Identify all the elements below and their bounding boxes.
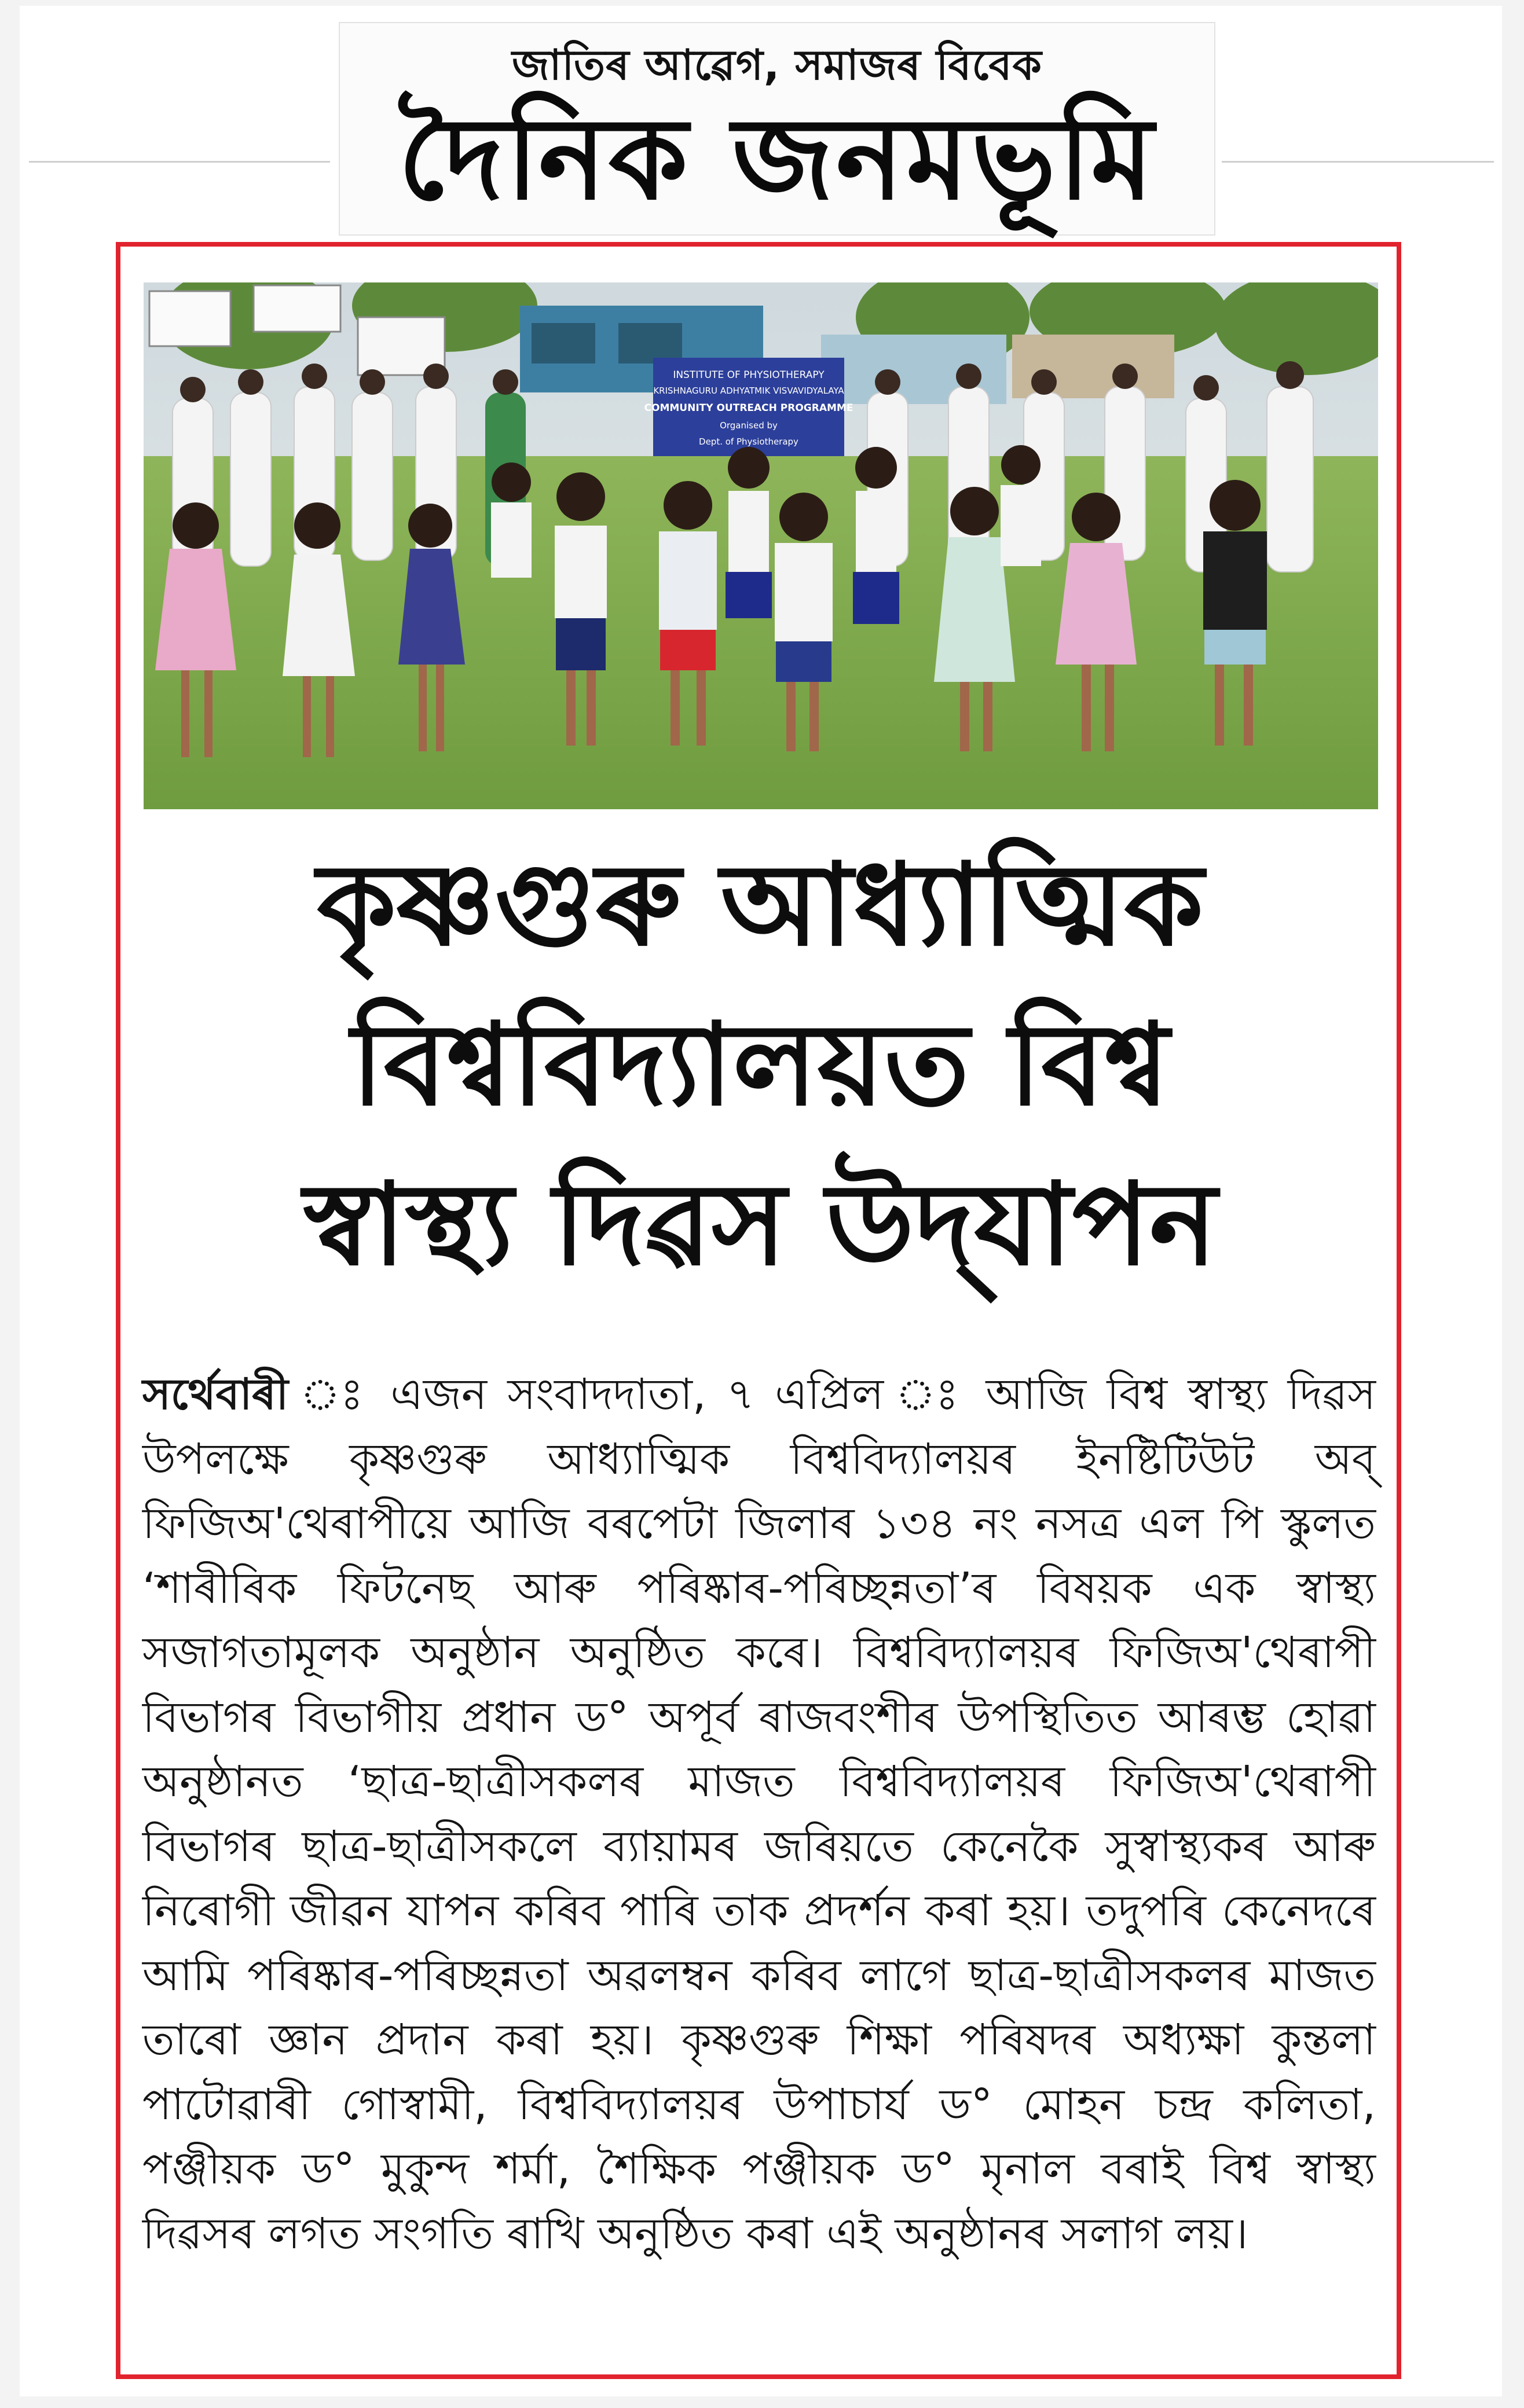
students-exercise-photo (144, 282, 1378, 809)
headline-line-1: কৃষ্ণগুৰু আধ্যাত্মিক (317, 839, 1204, 971)
article-dateline: সৰ্থেবাৰী (142, 1370, 289, 1419)
banner-line-5: Dept. of Physiotherapy (699, 436, 798, 447)
masthead (339, 22, 1215, 236)
banner-line-3: COMMUNITY OUTREACH PROGRAMME (644, 402, 853, 414)
top-rule-left (29, 161, 330, 163)
top-rule-right (1222, 161, 1494, 163)
article-headline (155, 825, 1365, 1305)
newspaper-name: দৈনিক জনমভূমি (398, 93, 1156, 225)
news-article-frame (116, 242, 1401, 2379)
headline-line-2: বিশ্ববিদ্যালয়ত বিশ্ব (351, 999, 1170, 1131)
banner-line-4: Organised by (720, 420, 778, 431)
article-text: ঃ এজন সংবাদদাতা, ৭ এপ্ৰিল ঃ আজি বিশ্ব স্বাস্থ্য দিৱস উপলক্ষে কৃষ্ণগুৰু আধ্যাত্মিক বিশ্ববিদ্যালয়ৰ ইনষ্টিটিউট অব্‌ ফিজিঅ'থেৰাপীয়ে আজি বৰপেটা জিলাৰ ১৩৪ নং নসত্ৰ এল পি স্কুলত ‘শাৰীৰিক ফিটনেছ আৰু পৰিষ্কাৰ-পৰিচ্ছন্নতা’ৰ বিষয়ক এক স্বাস্থ্য সজাগতামূলক অনুষ্ঠান অনুষ্ঠিত কৰে। বিশ্ববিদ্যালয়ৰ ফিজিঅ'থেৰাপী বিভাগৰ বিভাগীয় প্ৰধান ড° অপূৰ্ব ৰাজবংশীৰ উপস্থিতিত আৰম্ভ হোৱা অনুষ্ঠানত ‘ছাত্ৰ-ছাত্ৰীসকলৰ মাজত বিশ্ববিদ্যালয়ৰ ফিজিঅ'থেৰাপী বিভাগৰ ছাত্ৰ-ছাত্ৰীসকলে ব্যায়ামৰ জৰিয়তে কেনেকৈ সুস্বাস্থ্যকৰ আৰু নিৰোগী জীৱন যাপন কৰিব পাৰি তাক প্ৰদৰ্শন কৰা হয়। তদুপৰি কেনেদৰে আমি পৰিষ্কাৰ-পৰিচ্ছন্নতা অৱলম্বন কৰিব লাগে ছাত্ৰ-ছাত্ৰীসকলৰ মাজত তাৰো জ্ঞান প্ৰদান কৰা হয়। কৃষ্ণগুৰু শিক্ষা পৰিষদৰ অধ্যক্ষা কুন্তলা পাটোৱাৰী গোস্বামী, বিশ্ববিদ্যালয়ৰ উপাচাৰ্য ড° মোহন চন্দ্ৰ কলিতা, পঞ্জীয়ক ড° মুকুন্দ শৰ্মা, শৈক্ষিক পঞ্জীয়ক ড° মৃনাল বৰাই বিশ্ব স্বাস্থ্য দিৱসৰ লগত সংগতি ৰাখি অনুষ্ঠিত কৰা এই অনুষ্ঠানৰ সলাগ লয়। (142, 1370, 1376, 2259)
masthead-tagline: জাতিৰ আৱেগ, সমাজৰ বিবেক (512, 41, 1042, 89)
banner-line-1: INSTITUTE OF PHYSIOTHERAPY (673, 369, 825, 381)
article-photo (144, 282, 1378, 809)
banner-line-2: KRISHNAGURU ADHYATMIK VISVAVIDYALAYA (653, 386, 844, 396)
article-body (142, 1363, 1376, 2266)
headline-line-3: স্বাস্থ্য দিৱস উদ্‌যাপন (303, 1159, 1217, 1291)
